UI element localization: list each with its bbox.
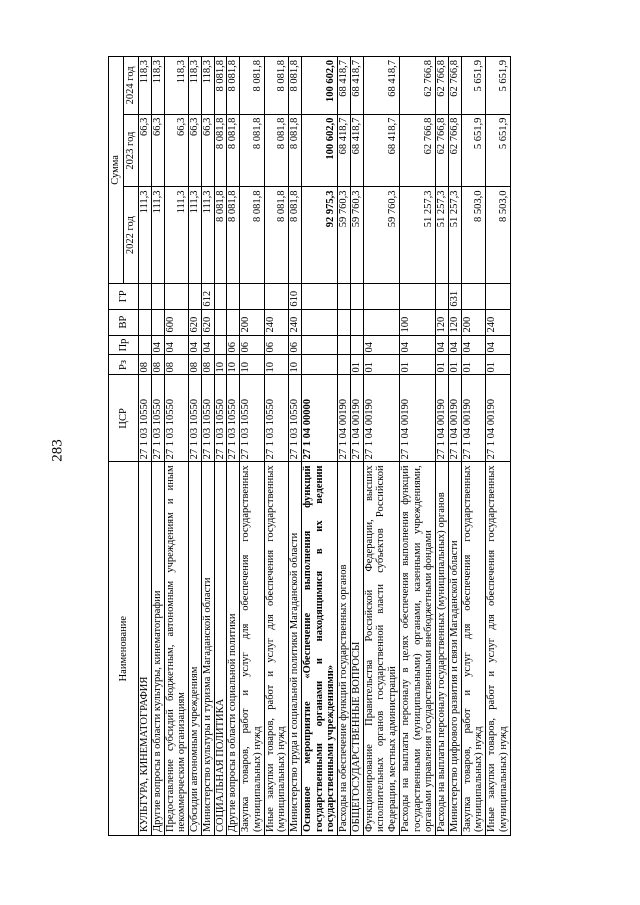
cell-gr: [399, 283, 435, 309]
cell-gr: [227, 283, 240, 309]
cell-rz: 10: [214, 355, 227, 375]
cell-2024: 8 081,8: [240, 57, 265, 115]
cell-2023: 66,3: [151, 114, 164, 187]
cell-pr: 06: [227, 335, 240, 355]
cell-name: СОЦИАЛЬНАЯ ПОЛИТИКА: [214, 462, 227, 836]
cell-csr: 27 1 04 00190: [486, 375, 511, 462]
cell-gr: 610: [289, 283, 302, 309]
cell-vr: 620: [189, 309, 202, 335]
header-pr: Пр: [109, 335, 139, 355]
cell-2024: 62 766,8: [448, 57, 461, 115]
cell-2022: 111,3: [164, 187, 189, 283]
cell-2022: 51 257,3: [436, 187, 449, 283]
table-row: [436, 57, 449, 836]
cell-pr: [214, 335, 227, 355]
cell-gr: [164, 283, 189, 309]
cell-2024: 118,3: [189, 57, 202, 115]
cell-csr: 27 1 04 00190: [363, 375, 399, 462]
cell-vr: [151, 309, 164, 335]
cell-2024: 62 766,8: [399, 57, 435, 115]
cell-pr: 06: [240, 335, 265, 355]
cell-csr: 27 1 04 00000: [301, 375, 337, 462]
cell-2023: 8 081,8: [289, 114, 302, 187]
cell-2022: 59 760,3: [363, 187, 399, 283]
cell-gr: [301, 283, 337, 309]
cell-name: Расходы на обеспечение функций государственных органов: [338, 462, 351, 836]
cell-2023: 66,3: [139, 114, 152, 187]
cell-2022: 8 081,8: [214, 187, 227, 283]
cell-gr: [151, 283, 164, 309]
table-row: [214, 57, 227, 836]
cell-gr: [264, 283, 289, 309]
cell-vr: 120: [436, 309, 449, 335]
cell-rz: 08: [164, 355, 189, 375]
cell-name: Закупка товаров, работ и услуг для обеспечения государственных (муниципальных) нужд: [240, 462, 265, 836]
cell-2024: 68 418,7: [350, 57, 363, 115]
cell-rz: 01: [350, 355, 363, 375]
cell-rz: 01: [399, 355, 435, 375]
cell-gr: [240, 283, 265, 309]
cell-2023: 5 651,9: [461, 114, 486, 187]
cell-pr: 06: [289, 335, 302, 355]
rotated-table-container: [108, 56, 627, 836]
table-header: [109, 57, 139, 836]
cell-rz: 01: [448, 355, 461, 375]
cell-name: Министерство цифрового развития и связи Магаданской области: [448, 462, 461, 836]
cell-csr: 27 1 03 10550: [189, 375, 202, 462]
cell-csr: 27 1 04 00190: [338, 375, 351, 462]
cell-pr: [139, 335, 152, 355]
cell-rz: 10: [264, 355, 289, 375]
table-row: [264, 57, 289, 836]
header-year-2024: 2024 год: [124, 57, 139, 115]
table-row: [486, 57, 511, 836]
table-row: [289, 57, 302, 836]
header-year-2022: 2022 год: [124, 187, 139, 283]
cell-name: Предоставление субсидий бюджетным, автономным учреждениям и иным некоммерческим организациям: [164, 462, 189, 836]
cell-vr: 240: [264, 309, 289, 335]
cell-2022: 51 257,3: [448, 187, 461, 283]
cell-rz: 08: [189, 355, 202, 375]
cell-2024: 8 081,8: [214, 57, 227, 115]
cell-2024: 118,3: [201, 57, 214, 115]
cell-vr: 600: [164, 309, 189, 335]
cell-vr: [301, 309, 337, 335]
cell-vr: [363, 309, 399, 335]
cell-2024: 5 651,9: [486, 57, 511, 115]
cell-vr: 120: [448, 309, 461, 335]
cell-gr: [350, 283, 363, 309]
cell-2023: 62 766,8: [436, 114, 449, 187]
header-year-2023: 2023 год: [124, 114, 139, 187]
cell-gr: 631: [448, 283, 461, 309]
cell-csr: 27 1 03 10550: [289, 375, 302, 462]
cell-vr: [338, 309, 351, 335]
cell-vr: 100: [399, 309, 435, 335]
cell-name: Другие вопросы в области социальной политики: [227, 462, 240, 836]
cell-name: Расходы на выплаты персоналу государственных (муниципальных) органов: [436, 462, 449, 836]
cell-2023: 66,3: [164, 114, 189, 187]
header-sum: Сумма: [109, 57, 124, 284]
cell-pr: [301, 335, 337, 355]
cell-csr: 27 1 03 10550: [164, 375, 189, 462]
cell-2022: 111,3: [201, 187, 214, 283]
cell-gr: 612: [201, 283, 214, 309]
cell-2023: 68 418,7: [363, 114, 399, 187]
cell-pr: 04: [164, 335, 189, 355]
cell-csr: 27 1 04 00190: [448, 375, 461, 462]
cell-csr: 27 1 03 10550: [214, 375, 227, 462]
cell-rz: [301, 355, 337, 375]
table-row: [350, 57, 363, 836]
cell-2024: 68 418,7: [338, 57, 351, 115]
cell-2022: 59 760,3: [338, 187, 351, 283]
cell-rz: 08: [139, 355, 152, 375]
cell-rz: 01: [436, 355, 449, 375]
header-rz: Рз: [109, 355, 139, 375]
cell-name: Другие вопросы в области культуры, кинематографии: [151, 462, 164, 836]
cell-name: Закупка товаров, работ и услуг для обеспечения государственных (муниципальных) нужд: [461, 462, 486, 836]
cell-2022: 8 503,0: [461, 187, 486, 283]
cell-2024: 100 602,0: [301, 57, 337, 115]
cell-2022: 8 081,8: [227, 187, 240, 283]
cell-2022: 111,3: [189, 187, 202, 283]
cell-gr: [338, 283, 351, 309]
cell-gr: [214, 283, 227, 309]
cell-rz: 10: [240, 355, 265, 375]
cell-vr: 240: [486, 309, 511, 335]
cell-pr: 04: [448, 335, 461, 355]
table-row: [240, 57, 265, 836]
table-row: [461, 57, 486, 836]
cell-pr: 04: [201, 335, 214, 355]
cell-rz: 10: [227, 355, 240, 375]
cell-2023: 8 081,8: [240, 114, 265, 187]
header-gr: ГР: [109, 283, 139, 309]
cell-name: Расходы на выплаты персоналу в целях обеспечения выполнения функций государственными (муниципальными) органами, казенными учреждениями, органами управления государственными внебюджетными фондами: [399, 462, 435, 836]
cell-vr: [139, 309, 152, 335]
table-row: [338, 57, 351, 836]
cell-pr: 04: [151, 335, 164, 355]
cell-csr: 27 1 04 00190: [461, 375, 486, 462]
cell-rz: 01: [486, 355, 511, 375]
cell-2023: 5 651,9: [486, 114, 511, 187]
cell-pr: 04: [436, 335, 449, 355]
cell-csr: 27 1 03 10550: [227, 375, 240, 462]
cell-pr: 06: [264, 335, 289, 355]
table-row: [189, 57, 202, 836]
cell-vr: 200: [461, 309, 486, 335]
table-row: [151, 57, 164, 836]
cell-name: Министерство труда и социальной политики Магаданской области: [289, 462, 302, 836]
cell-csr: 27 1 04 00190: [436, 375, 449, 462]
cell-2023: 66,3: [201, 114, 214, 187]
cell-2022: 8 081,8: [289, 187, 302, 283]
cell-rz: [338, 355, 351, 375]
table-row: [448, 57, 461, 836]
cell-2024: 5 651,9: [461, 57, 486, 115]
cell-csr: 27 1 04 00190: [399, 375, 435, 462]
cell-2023: 68 418,7: [350, 114, 363, 187]
cell-name: Иные закупки товаров, работ и услуг для обеспечения государственных (муниципальных) нужд: [486, 462, 511, 836]
cell-2023: 66,3: [189, 114, 202, 187]
cell-2022: 111,3: [139, 187, 152, 283]
cell-2022: 111,3: [151, 187, 164, 283]
cell-2024: 118,3: [164, 57, 189, 115]
cell-2022: 8 081,8: [264, 187, 289, 283]
cell-pr: 04: [399, 335, 435, 355]
cell-rz: 10: [289, 355, 302, 375]
cell-rz: 01: [363, 355, 399, 375]
table-row: [164, 57, 189, 836]
cell-name: Функционирование Правительства Российской Федерации, высших исполнительных органов государственной власти субъектов Российской Федерации, местных администраций: [363, 462, 399, 836]
cell-gr: [461, 283, 486, 309]
cell-pr: [350, 335, 363, 355]
cell-2024: 8 081,8: [227, 57, 240, 115]
cell-vr: [214, 309, 227, 335]
header-csr: ЦСР: [109, 375, 139, 462]
cell-vr: [350, 309, 363, 335]
cell-vr: 200: [240, 309, 265, 335]
table-row: [139, 57, 152, 836]
cell-pr: 04: [461, 335, 486, 355]
cell-rz: 08: [151, 355, 164, 375]
cell-name: ОБЩЕГОСУДАРСТВЕННЫЕ ВОПРОСЫ: [350, 462, 363, 836]
cell-pr: 04: [486, 335, 511, 355]
table-row: [399, 57, 435, 836]
cell-2024: 8 081,8: [289, 57, 302, 115]
cell-2023: 62 766,8: [399, 114, 435, 187]
header-vr: ВР: [109, 309, 139, 335]
cell-2024: 62 766,8: [436, 57, 449, 115]
cell-pr: [338, 335, 351, 355]
cell-2023: 8 081,8: [264, 114, 289, 187]
budget-table: [108, 56, 511, 836]
cell-name: Министерство культуры и туризма Магаданской области: [201, 462, 214, 836]
cell-2024: 68 418,7: [363, 57, 399, 115]
cell-2023: 8 081,8: [227, 114, 240, 187]
cell-gr: [363, 283, 399, 309]
cell-2023: 62 766,8: [448, 114, 461, 187]
cell-2022: 51 257,3: [399, 187, 435, 283]
cell-pr: 04: [363, 335, 399, 355]
cell-2022: 8 081,8: [240, 187, 265, 283]
cell-name: Субсидии автономным учреждениям: [189, 462, 202, 836]
header-name: Наименование: [109, 462, 139, 836]
cell-2022: 92 975,3: [301, 187, 337, 283]
cell-csr: 27 1 04 00190: [350, 375, 363, 462]
cell-name: Основное мероприятие «Обеспечение выполнения функций государственными органами и находящимися в их ведении государственными учреждениями»: [301, 462, 337, 836]
cell-2022: 8 503,0: [486, 187, 511, 283]
cell-gr: [436, 283, 449, 309]
cell-pr: 04: [189, 335, 202, 355]
cell-csr: 27 1 03 10550: [151, 375, 164, 462]
page-number: 283: [49, 439, 66, 462]
cell-rz: 01: [461, 355, 486, 375]
cell-2023: 100 602,0: [301, 114, 337, 187]
cell-vr: 620: [201, 309, 214, 335]
cell-2024: 118,3: [139, 57, 152, 115]
table-row: [227, 57, 240, 836]
cell-vr: [227, 309, 240, 335]
cell-gr: [139, 283, 152, 309]
cell-csr: 27 1 03 10550: [264, 375, 289, 462]
cell-2024: 8 081,8: [264, 57, 289, 115]
cell-gr: [486, 283, 511, 309]
table-body: [139, 57, 511, 836]
cell-name: Иные закупки товаров, работ и услуг для обеспечения государственных (муниципальных) нужд: [264, 462, 289, 836]
cell-2023: 68 418,7: [338, 114, 351, 187]
cell-name: КУЛЬТУРА, КИНЕМАТОГРАФИЯ: [139, 462, 152, 836]
cell-csr: 27 1 03 10550: [139, 375, 152, 462]
cell-2022: 59 760,3: [350, 187, 363, 283]
cell-2024: 118,3: [151, 57, 164, 115]
table-row: [363, 57, 399, 836]
cell-csr: 27 1 03 10550: [201, 375, 214, 462]
cell-vr: 240: [289, 309, 302, 335]
table-row: [201, 57, 214, 836]
table-row: [301, 57, 337, 836]
cell-2023: 8 081,8: [214, 114, 227, 187]
cell-rz: 08: [201, 355, 214, 375]
cell-csr: 27 1 03 10550: [240, 375, 265, 462]
cell-gr: [189, 283, 202, 309]
